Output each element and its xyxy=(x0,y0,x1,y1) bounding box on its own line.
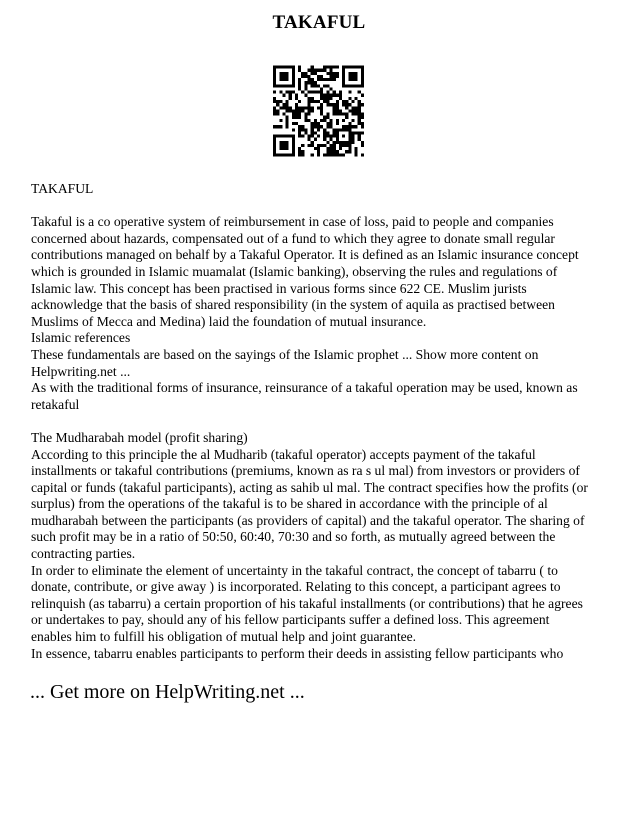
body-line: which is grounded in Islamic muamalat (Islamic banking), observing the rules and regulations of xyxy=(31,263,558,279)
body-line: contributions managed on behalf by a Takaful Operator. It is defined as an Islamic insurance concept xyxy=(31,247,579,263)
body-line: Helpwriting.net ... xyxy=(31,363,131,379)
body-line: In essence, tabarru enables participants to perform their deeds in assisting fellow participants who xyxy=(31,645,564,661)
body-line: As with the traditional forms of insurance, reinsurance of a takaful operation may be used, known as xyxy=(31,380,578,396)
document-title: TAKAFUL xyxy=(272,12,366,33)
qr-code-icon xyxy=(273,65,364,157)
get-more-link[interactable]: ... Get more on HelpWriting.net ... xyxy=(30,681,305,703)
body-line: In order to eliminate the element of uncertainty in the takaful contract, the concept of tabarru ( to xyxy=(31,562,558,578)
qr-code-image xyxy=(273,65,364,157)
body-line: Islamic references xyxy=(31,330,131,346)
blank-line xyxy=(31,198,611,215)
body-line: surplus) from the operations of the takaful is to be shared in accordance with the principle of al xyxy=(31,496,548,512)
body-line: TAKAFUL xyxy=(31,181,94,196)
body-line: Islamic law. This concept has been practised in various forms since 622 CE. Muslim jurists xyxy=(31,280,527,296)
body-line: installments or takaful contributions (premiums, known as ra s ul mal) from investors or providers of xyxy=(31,463,580,479)
body-line: or undertakes to pay, should any of his fellow participants suffer a defined loss. This agreement xyxy=(31,612,550,628)
body-line: relinquish (as tabarru) a certain proportion of his takaful installments (or contributions) that he agrees xyxy=(31,595,583,611)
body-line: enables him to fulfill his obligation of mutual help and joint guarantee. xyxy=(31,629,417,645)
body-line: acknowledge that the basis of shared responsibility (in the system of aquila as practised between xyxy=(31,297,555,313)
body-line: concerned about hazards, compensated out of a fund to which they agree to donate small regular xyxy=(31,230,555,246)
body-line: These fundamentals are based on the sayings of the Islamic prophet ... Show more content on xyxy=(31,346,539,362)
body-line: mudharabah between the participants (as providers of capital) and the takaful operator. The sharing of xyxy=(31,512,585,528)
body-line: retakaful xyxy=(31,396,80,412)
body-line: capital or funds (takaful participants), acting as sahib ul mal. The contract specifies how the profits (or xyxy=(31,479,588,495)
body-line: According to this principle the al Mudharib (takaful operator) accepts payment of the takaful xyxy=(31,446,536,462)
body-line: Takaful is a co operative system of reimbursement in case of loss, paid to people and companies xyxy=(31,214,554,230)
blank-line xyxy=(31,413,611,430)
body-line: such profit may be in a ratio of 50:50, 60:40, 70:30 and so forth, as mutually agreed between the xyxy=(31,529,556,545)
body-line: donate, contribute, or give away ) is incorporated. Relating to this concept, a participant agrees to xyxy=(31,579,561,595)
body-line: Muslims of Mecca and Medina) laid the foundation of mutual insurance. xyxy=(31,313,427,329)
document-body xyxy=(31,181,611,662)
body-line: The Mudharabah model (profit sharing) xyxy=(31,429,248,445)
body-line: contracting parties. xyxy=(31,546,136,562)
